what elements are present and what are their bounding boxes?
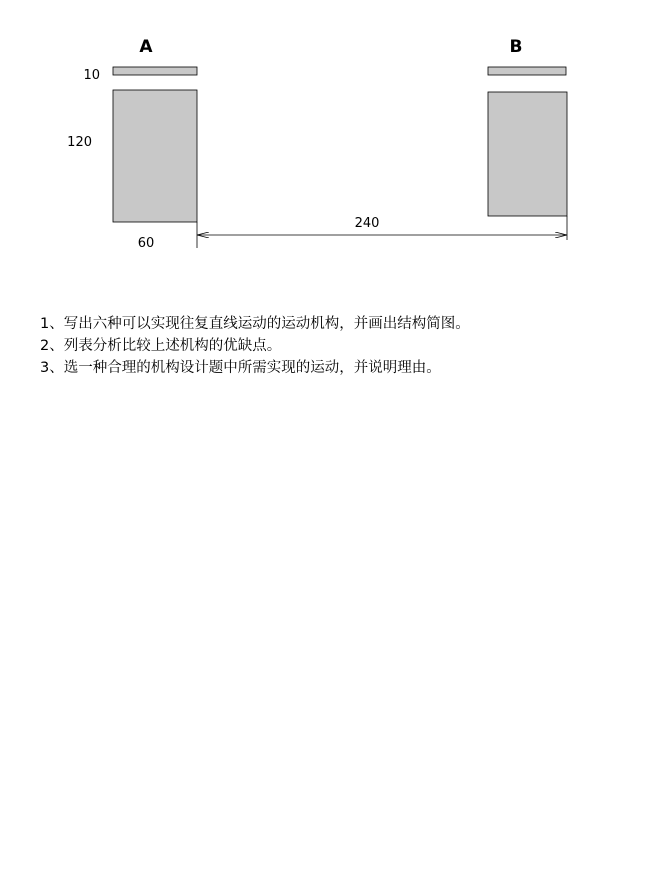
block-a-label: A xyxy=(139,37,153,57)
question-list xyxy=(40,313,470,379)
block-height-dimension: 120 xyxy=(67,135,92,150)
block-a-plate xyxy=(113,67,197,75)
distance-dimension: 240 xyxy=(354,216,380,231)
mechanism-diagram xyxy=(0,0,661,270)
question-item: 1、写出六种可以实现往复直线运动的运动机构，并画出结构简图。 xyxy=(40,316,470,332)
block-b-plate xyxy=(488,67,566,75)
block-b-label: B xyxy=(509,37,523,57)
block-a-body xyxy=(113,90,197,222)
question-item: 2、列表分析比较上述机构的优缺点。 xyxy=(40,338,282,354)
block-width-dimension: 60 xyxy=(137,236,155,251)
question-item: 3、选一种合理的机构设计题中所需实现的运动，并说明理由。 xyxy=(40,360,441,376)
block-b-body xyxy=(488,92,567,216)
plate-thickness-dimension: 10 xyxy=(83,68,100,83)
